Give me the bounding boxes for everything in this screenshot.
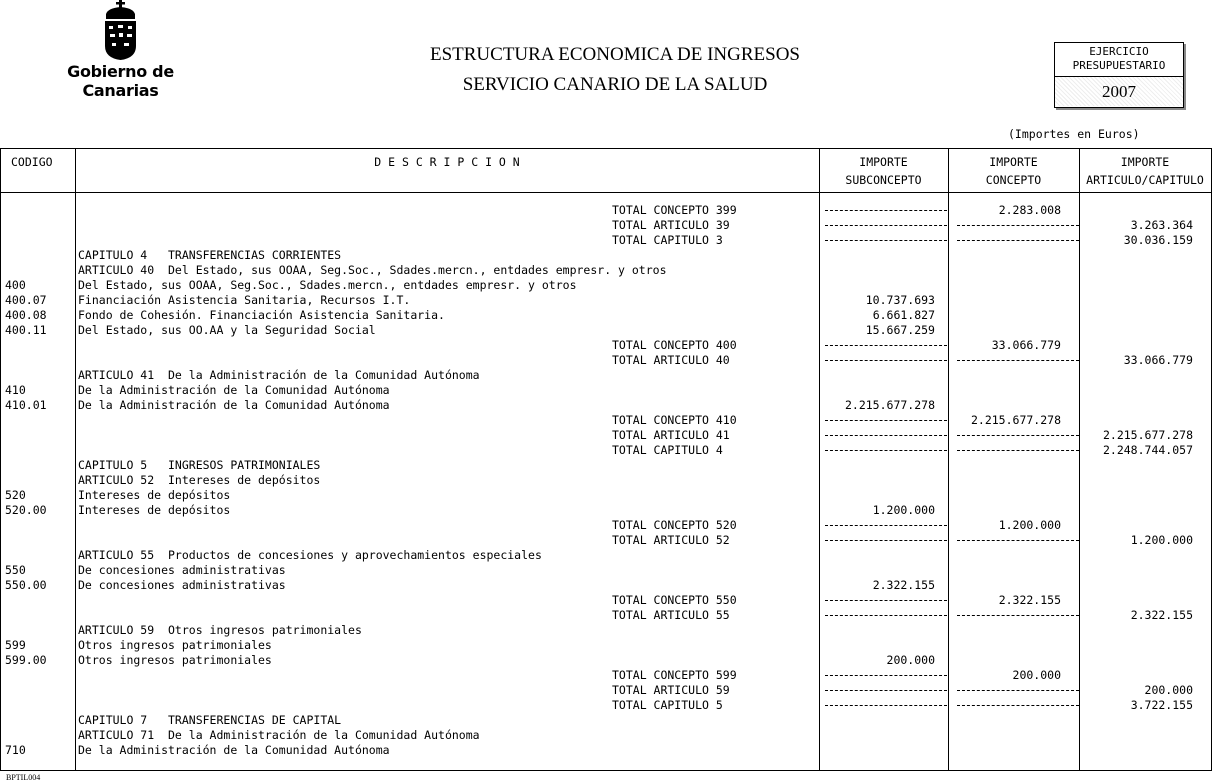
- table-row: [1, 503, 1213, 518]
- row-code: 400.08: [5, 308, 47, 322]
- table-row: [1, 728, 1213, 743]
- table-row: [1, 488, 1213, 503]
- table-row: [1, 428, 1213, 443]
- row-description: De concesiones administrativas: [78, 578, 286, 592]
- row-total-label: TOTAL CONCEPTO 550: [612, 593, 737, 607]
- table-row: [1, 308, 1213, 323]
- row-code: 550: [5, 563, 26, 577]
- row-importe-articulo: 1.200.000: [1130, 533, 1193, 547]
- ejercicio-year: 2007: [1055, 77, 1183, 106]
- row-description: Otros ingresos patrimoniales: [78, 638, 272, 652]
- table-row: [1, 203, 1213, 218]
- row-description: CAPITULO 5 INGRESOS PATRIMONIALES: [78, 458, 321, 472]
- row-importe-articulo: 3.722.155: [1130, 698, 1193, 712]
- row-description: Del Estado, sus OO.AA y la Seguridad Social: [78, 323, 376, 337]
- row-importe-concepto: 2.215.677.278: [970, 413, 1061, 427]
- row-description: ARTICULO 41 De la Administración de la Comunidad Autónoma: [78, 368, 480, 382]
- table-row: [1, 278, 1213, 293]
- row-importe-articulo: 30.036.159: [1123, 233, 1193, 247]
- dashed-rule: [825, 705, 947, 706]
- dashed-rule: [825, 345, 947, 346]
- row-code: 599.00: [5, 653, 47, 667]
- row-total-label: TOTAL CONCEPTO 520: [612, 518, 737, 532]
- col-header-con-line1: IMPORTE: [989, 155, 1038, 169]
- col-header-concepto: [948, 154, 1079, 188]
- row-description: Financiación Asistencia Sanitaria, Recursos I.T.: [78, 293, 411, 307]
- row-total-label: TOTAL ARTICULO 52: [612, 533, 730, 547]
- table-row: [1, 623, 1213, 638]
- dashed-rule: [825, 210, 947, 211]
- row-importe-articulo: 2.215.677.278: [1102, 428, 1193, 442]
- col-header-descripcion: D E S C R I P C I O N: [374, 155, 520, 169]
- row-importe-concepto: 1.200.000: [998, 518, 1061, 532]
- row-description: ARTICULO 55 Productos de concesiones y aprovechamientos especiales: [78, 548, 542, 562]
- dashed-rule: [825, 675, 947, 676]
- col-header-sub-line1: IMPORTE: [859, 155, 908, 169]
- row-description: De la Administración de la Comunidad Autónoma: [78, 743, 390, 757]
- col-header-art-line2: ARTICULO/CAPITULO: [1086, 173, 1204, 187]
- row-code: 410.01: [5, 398, 47, 412]
- row-description: De concesiones administrativas: [78, 563, 286, 577]
- table-row: [1, 548, 1213, 563]
- table-row: [1, 593, 1213, 608]
- row-description: ARTICULO 40 Del Estado, sus OOAA, Seg.Soc., Sdades.mercn., entdades empresr. y otros: [78, 263, 667, 277]
- table-row: [1, 263, 1213, 278]
- row-description: ARTICULO 71 De la Administración de la Comunidad Autónoma: [78, 728, 480, 742]
- report-subtitle: SERVICIO CANARIO DE LA SALUD: [462, 74, 768, 95]
- logo-text: Gobierno de Canarias: [67, 62, 174, 100]
- row-importe-articulo: 2.248.744.057: [1102, 443, 1193, 457]
- table-row: [1, 653, 1213, 668]
- row-importe-subconcepto: 2.215.677.278: [844, 398, 935, 412]
- table-row: [1, 248, 1213, 263]
- table-row: [1, 233, 1213, 248]
- row-code: 400.07: [5, 293, 47, 307]
- dashed-rule: [957, 435, 1079, 436]
- dashed-rule: [957, 360, 1079, 361]
- dashed-rule: [825, 600, 947, 601]
- row-importe-concepto: 2.322.155: [998, 593, 1061, 607]
- table-row: [1, 353, 1213, 368]
- row-importe-articulo: 33.066.779: [1123, 353, 1193, 367]
- dashed-rule: [957, 690, 1079, 691]
- row-description: ARTICULO 52 Intereses de depósitos: [78, 473, 321, 487]
- row-total-label: TOTAL CONCEPTO 399: [612, 203, 737, 217]
- row-description: CAPITULO 7 TRANSFERENCIAS DE CAPITAL: [78, 713, 342, 727]
- coat-of-arms-icon: [28, 0, 213, 62]
- row-total-label: TOTAL ARTICULO 39: [612, 218, 730, 232]
- importes-note: (Importes en Euros): [1008, 127, 1140, 141]
- report-title: ESTRUCTURA ECONOMICA DE INGRESOS: [429, 44, 800, 65]
- table-row: [1, 383, 1213, 398]
- row-description: Intereses de depósitos: [78, 503, 231, 517]
- table-row: [1, 638, 1213, 653]
- row-code: 410: [5, 383, 26, 397]
- dashed-rule: [825, 690, 947, 691]
- col-header-sub-line2: SUBCONCEPTO: [845, 173, 922, 187]
- dashed-rule: [957, 615, 1079, 616]
- dashed-rule: [957, 240, 1079, 241]
- row-importe-subconcepto: 10.737.693: [865, 293, 935, 307]
- row-importe-subconcepto: 200.000: [886, 653, 935, 667]
- income-table: [0, 148, 1212, 771]
- row-total-label: TOTAL CAPITULO 5: [612, 698, 723, 712]
- row-description: ARTICULO 59 Otros ingresos patrimoniales: [78, 623, 362, 637]
- dashed-rule: [825, 540, 947, 541]
- row-importe-articulo: 3.263.364: [1130, 218, 1193, 232]
- table-row: [1, 218, 1213, 233]
- dashed-rule: [825, 525, 947, 526]
- row-code: 400.11: [5, 323, 47, 337]
- dashed-rule: [825, 360, 947, 361]
- col-header-art-line1: IMPORTE: [1120, 155, 1170, 169]
- row-total-label: TOTAL ARTICULO 40: [612, 353, 730, 367]
- col-header-articulo: [1079, 154, 1211, 188]
- table-row: [1, 533, 1213, 548]
- table-row: [1, 323, 1213, 338]
- table-row: [1, 563, 1213, 578]
- row-description: Fondo de Cohesión. Financiación Asistencia Sanitaria.: [78, 308, 445, 322]
- row-importe-concepto: 200.000: [1012, 668, 1061, 682]
- row-total-label: TOTAL ARTICULO 59: [612, 683, 730, 697]
- table-row: [1, 458, 1213, 473]
- row-importe-subconcepto: 6.661.827: [872, 308, 935, 322]
- dashed-rule: [825, 240, 947, 241]
- table-row: [1, 338, 1213, 353]
- dashed-rule: [825, 420, 947, 421]
- ejercicio-label-line1: EJERCICIO: [1089, 45, 1149, 58]
- dashed-rule: [957, 450, 1079, 451]
- header-divider: [1, 192, 1211, 193]
- table-row: [1, 443, 1213, 458]
- row-total-label: TOTAL CONCEPTO 599: [612, 668, 737, 682]
- col-header-codigo: CODIGO: [11, 155, 53, 169]
- row-importe-subconcepto: 15.667.259: [865, 323, 935, 337]
- row-code: 520: [5, 488, 26, 502]
- row-code: 520.00: [5, 503, 47, 517]
- dashed-rule: [825, 225, 947, 226]
- table-row: [1, 473, 1213, 488]
- row-description: CAPITULO 4 TRANSFERENCIAS CORRIENTES: [78, 248, 342, 262]
- row-importe-subconcepto: 2.322.155: [872, 578, 935, 592]
- ejercicio-label: [1055, 43, 1183, 77]
- dashed-rule: [825, 450, 947, 451]
- row-description: Intereses de depósitos: [78, 488, 231, 502]
- table-row: [1, 398, 1213, 413]
- row-code: 400: [5, 278, 26, 292]
- table-row: [1, 293, 1213, 308]
- table-row: [1, 578, 1213, 593]
- dashed-rule: [825, 435, 947, 436]
- row-code: 710: [5, 743, 26, 757]
- row-description: Otros ingresos patrimoniales: [78, 653, 272, 667]
- table-row: [1, 413, 1213, 428]
- table-row: [1, 668, 1213, 683]
- table-row: [1, 518, 1213, 533]
- table-row: [1, 608, 1213, 623]
- row-total-label: TOTAL CONCEPTO 410: [612, 413, 737, 427]
- table-row: [1, 683, 1213, 698]
- row-total-label: TOTAL ARTICULO 41: [612, 428, 730, 442]
- row-total-label: TOTAL CAPITULO 4: [612, 443, 723, 457]
- table-row: [1, 743, 1213, 758]
- row-code: 599: [5, 638, 26, 652]
- row-description: De la Administración de la Comunidad Autónoma: [78, 383, 390, 397]
- row-total-label: TOTAL ARTICULO 55: [612, 608, 730, 622]
- gobierno-canarias-logo: [28, 0, 213, 100]
- row-total-label: TOTAL CAPITULO 3: [612, 233, 723, 247]
- dashed-rule: [957, 540, 1079, 541]
- table-row: [1, 698, 1213, 713]
- row-description: Del Estado, sus OOAA, Seg.Soc., Sdades.mercn., entdades empresr. y otros: [78, 278, 577, 292]
- dashed-rule: [825, 615, 947, 616]
- row-total-label: TOTAL CONCEPTO 400: [612, 338, 737, 352]
- table-row: [1, 368, 1213, 383]
- row-description: De la Administración de la Comunidad Autónoma: [78, 398, 390, 412]
- row-code: 550.00: [5, 578, 47, 592]
- dashed-rule: [957, 705, 1079, 706]
- dashed-rule: [957, 225, 1079, 226]
- col-header-con-line2: CONCEPTO: [985, 173, 1042, 187]
- row-importe-articulo: 2.322.155: [1130, 608, 1193, 622]
- table-row: [1, 713, 1213, 728]
- row-importe-concepto: 33.066.779: [991, 338, 1061, 352]
- ejercicio-box: [1054, 42, 1184, 108]
- row-importe-concepto: 2.283.008: [998, 203, 1061, 217]
- row-importe-articulo: 200.000: [1144, 683, 1193, 697]
- row-importe-subconcepto: 1.200.000: [872, 503, 935, 517]
- ejercicio-label-line2: PRESUPUESTARIO: [1072, 59, 1166, 72]
- col-header-subconcepto: [819, 154, 948, 188]
- report-code: BPTIL004: [6, 773, 41, 782]
